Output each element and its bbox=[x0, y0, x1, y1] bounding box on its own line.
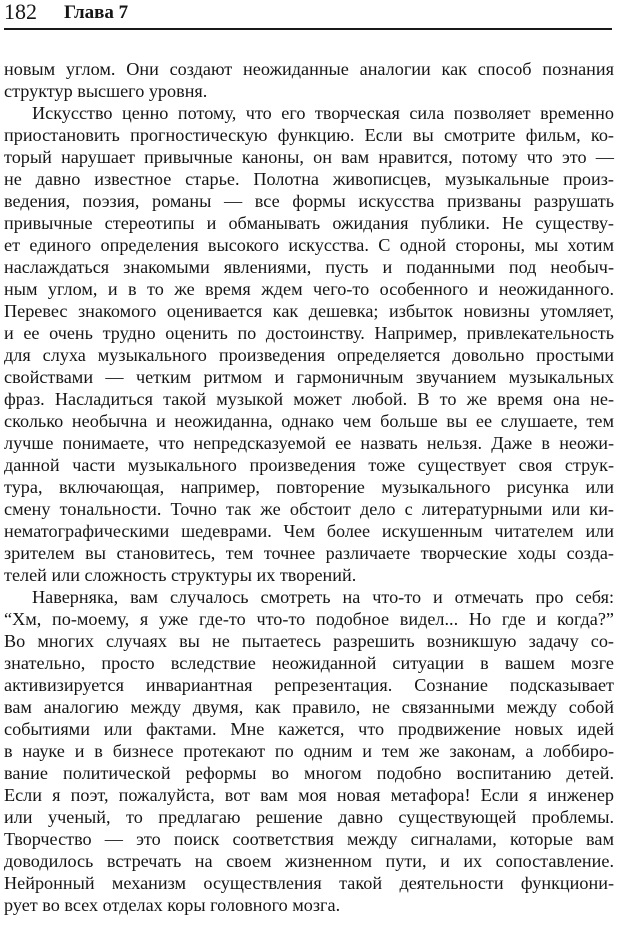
text-line: Перевес знакомого оценивается как дешевка; избыток новизны утомляет, bbox=[4, 301, 614, 321]
text-line: приостановить прогностическую функцию. Если вы смотрите фильм, ко- bbox=[4, 125, 614, 145]
text-line: смену тональности. Точно так же обстоит дело с литературными или ки- bbox=[4, 499, 614, 519]
text-line: ет единого определения высокого искусства. С одной стороны, мы хотим bbox=[4, 235, 614, 255]
text-line: или ученый, то предлагаю решение давно существующей проблемы. bbox=[4, 807, 614, 827]
running-header bbox=[4, 0, 612, 30]
text-line: знательно, просто вследствие неожиданной ситуации в вашем мозге bbox=[4, 653, 614, 673]
text-line: Нейронный механизм осуществления такой деятельности функциони- bbox=[4, 873, 614, 893]
text-line: для слуха музыкального произведения определяется довольно простыми bbox=[4, 345, 614, 365]
text-line: лучше понимаете, что непредсказуемой ее назвать нельзя. Даже в неожи- bbox=[4, 433, 614, 453]
page-number: 182 bbox=[4, 0, 37, 24]
text-line: Во многих случаях вы не пытаетесь разрешить возникшую задачу со- bbox=[4, 631, 614, 651]
text-line: новым углом. Они создают неожиданные аналогии как способ познания bbox=[4, 59, 614, 79]
chapter-title: Глава 7 bbox=[64, 2, 129, 23]
text-line: нематографическими шедеврами. Чем более искушенным читателем или bbox=[4, 521, 614, 541]
text-line: ным углом, и в то же время ждем чего-то особенного и неожиданного. bbox=[4, 279, 614, 299]
text-line: привычные стереотипы и обманывать ожидания публики. Не существу- bbox=[4, 213, 614, 233]
text-line: событиями или фактами. Мне кажется, что продвижение новых идей bbox=[4, 719, 614, 739]
text-line: и ее очень трудно оценить по достоинству. Например, привлекательность bbox=[4, 323, 614, 343]
text-line: телей или сложность структуры их творений. bbox=[4, 565, 357, 585]
text-line: Искусство ценно потому, что его творческая сила позволяет временно bbox=[32, 103, 614, 123]
text-line: наслаждаться знакомыми явлениями, пусть и поданными под необыч- bbox=[4, 257, 614, 277]
paragraph bbox=[4, 102, 614, 586]
text-line: тура, включающая, например, повторение музыкального рисунка или bbox=[4, 477, 614, 497]
text-line: Если я поэт, пожалуйста, вот вам моя новая метафора! Если я инженер bbox=[4, 785, 614, 805]
text-line: сколько необычна и неожиданна, однако чем больше вы ее слушаете, тем bbox=[4, 411, 614, 431]
text-line: зрителем вы становитесь, тем точнее различаете творческие ходы созда- bbox=[4, 543, 614, 563]
text-line: доводилось встречать на своем жизненном пути, и их сопоставление. bbox=[4, 851, 614, 871]
text-line: свойствами — четким ритмом и гармоничным звучанием музыкальных bbox=[4, 367, 614, 387]
text-line: торый нарушает привычные каноны, он вам нравится, потому что это — bbox=[4, 147, 614, 167]
text-line: Наверняка, вам случалось смотреть на что-то и отмечать про себя: bbox=[32, 587, 614, 607]
paragraph bbox=[4, 58, 614, 102]
text-line: активизируется инвариантная репрезентация. Сознание подсказывает bbox=[4, 675, 614, 695]
paragraph bbox=[4, 586, 614, 916]
text-line: вам аналогию между двумя, как правило, не связанными между собой bbox=[4, 697, 614, 717]
text-line: вание политической реформы во многом подобно воспитанию детей. bbox=[4, 763, 614, 783]
text-line: рует во всех отделах коры головного мозга. bbox=[4, 895, 341, 915]
text-line: структур высшего уровня. bbox=[4, 81, 208, 101]
body-text bbox=[4, 58, 614, 916]
text-line: ведения, поэзия, романы — все формы искусства призваны разрушать bbox=[4, 191, 614, 211]
text-line: фраз. Насладиться такой музыкой может любой. В то же время она не- bbox=[4, 389, 614, 409]
text-line: “Хм, по-моему, я уже где-то что-то подобное видел... Но где и когда?” bbox=[4, 609, 614, 629]
text-line: Творчество — это поиск соответствия между сигналами, которые вам bbox=[4, 829, 614, 849]
text-line: в науке и в бизнесе протекают по одним и тем же законам, а лоббиро- bbox=[4, 741, 614, 761]
text-line: не давно известное старье. Полотна живописцев, музыкальные произ- bbox=[4, 169, 614, 189]
text-line: данной части музыкального произведения тоже существует своя струк- bbox=[4, 455, 614, 475]
